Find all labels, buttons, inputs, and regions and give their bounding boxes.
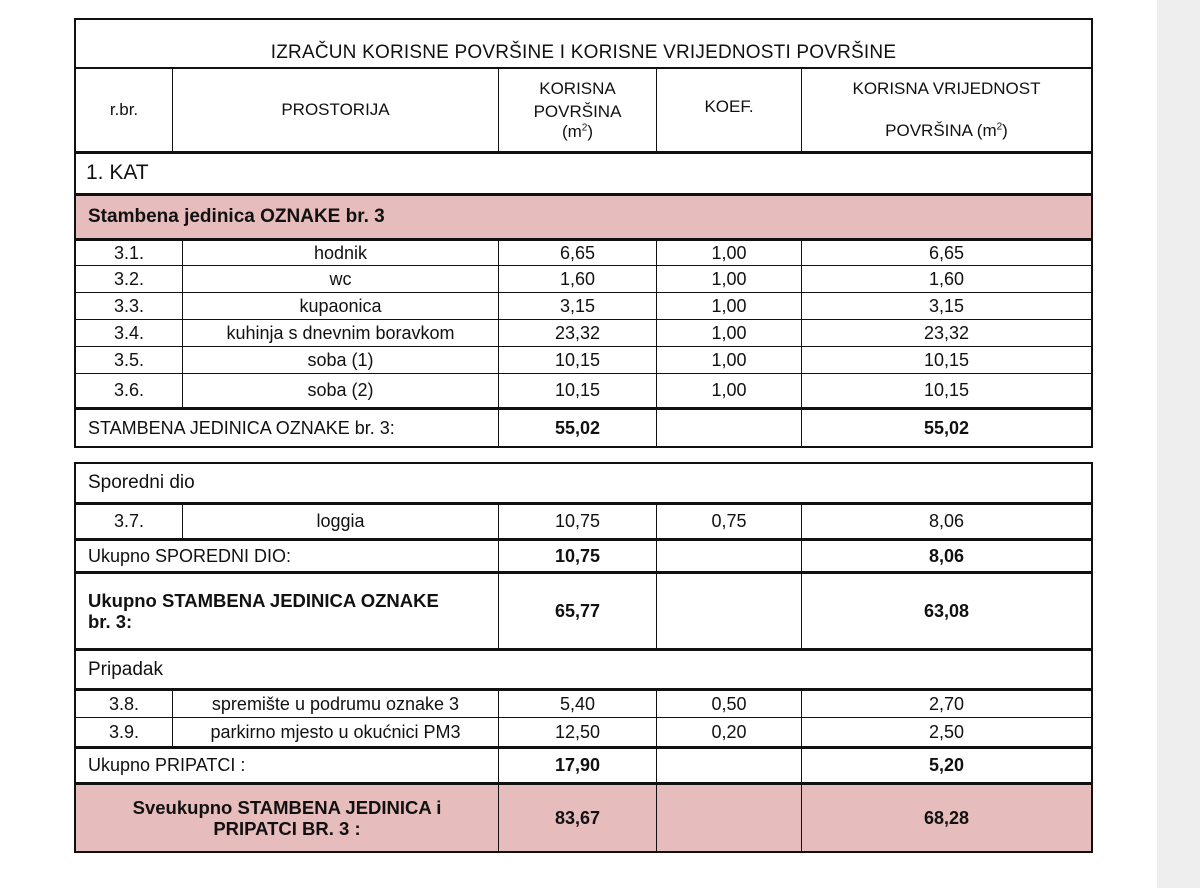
header-rbr: r.br. [109,100,139,120]
cell-area: 12,50 [498,718,656,746]
appurtenance-total-label: Ukupno PRIPATCI : [88,755,246,776]
cell-area: 10,75 [498,505,656,538]
unit-grand-label-line2: br. 3: [88,611,133,632]
side-total-row [76,538,1091,571]
appurtenance-total-area: 17,90 [498,749,656,782]
cell-prostorija: kuhinja s dnevnim boravkom [182,320,498,346]
table-row [76,265,1091,292]
floor-label: 1. KAT [86,161,149,185]
side-total-koef-empty [656,541,801,571]
cell-rbr: 3.1. [113,242,145,263]
cell-koef: 0,75 [656,505,801,538]
cell-value: 23,32 [801,320,1091,346]
overall-label-line1: Sveukupno STAMBENA JEDINICA i [132,796,442,818]
cell-area: 3,15 [498,293,656,319]
side-section-title-row [76,464,1091,502]
side-total-area: 10,75 [498,541,656,571]
cell-rbr: 3.5. [113,349,145,370]
header-korisna-unit: $(m^2)$ [561,121,594,141]
cell-value: 1,60 [801,266,1091,292]
table-row [76,319,1091,346]
cell-value: 3,15 [801,293,1091,319]
header-koef: KOEF. [656,69,801,151]
cell-value: 8,06 [801,505,1091,538]
cell-rbr: 3.9. [108,721,140,742]
overall-total-row [76,782,1091,851]
cell-prostorija: spremište u podrumu oznake 3 [172,691,498,717]
table-row [76,238,1091,265]
unit-grand-label-line1: Ukupno STAMBENA JEDINICA OZNAKE [88,589,439,611]
cell-value: 2,50 [801,718,1091,746]
cell-prostorija: wc [182,266,498,292]
cell-prostorija: soba (2) [182,374,498,407]
table-row [76,292,1091,319]
unit-total-row [76,407,1091,446]
header-vrijednost-line2: POVRŠINA $(m^2)$ [885,121,1008,140]
cell-koef: 1,00 [656,374,801,407]
table-title-row [76,20,1091,67]
table-row [76,717,1091,746]
cell-prostorija: hodnik [182,241,498,265]
cell-rbr: 3.3. [113,295,145,316]
side-total-value: 8,06 [801,541,1091,571]
unit-total-value: 55,02 [801,410,1091,446]
cell-prostorija: kupaonica [182,293,498,319]
table-row [76,346,1091,373]
cell-prostorija: soba (1) [182,347,498,373]
appurtenance-title: Pripadak [88,658,163,680]
cell-koef: 1,00 [656,266,801,292]
header-korisna-vrijednost [801,69,1091,151]
appurtenance-title-row [76,648,1091,688]
cell-koef: 0,20 [656,718,801,746]
cell-area: 1,60 [498,266,656,292]
cell-koef: 1,00 [656,347,801,373]
table-title: IZRAČUN KORISNE POVRŠINE I KORISNE VRIJEDNOSTI POVRŠINE [270,41,897,63]
side-section-title: Sporedni dio [88,472,195,494]
cell-value: 6,65 [801,241,1091,265]
cell-prostorija: parkirno mjesto u okućnici PM3 [172,718,498,746]
cell-koef: 1,00 [656,320,801,346]
column-header-row [76,67,1091,151]
cell-koef: 1,00 [656,293,801,319]
cell-koef: 0,50 [656,691,801,717]
header-prostorija: PROSTORIJA [172,69,498,151]
unit-grand-total-row [76,571,1091,648]
cell-rbr: 3.7. [113,511,145,532]
overall-total-koef-empty [656,785,801,851]
table-row [76,688,1091,717]
floor-row [76,151,1091,193]
cell-area: 5,40 [498,691,656,717]
area-calculation-sheet [74,18,1093,853]
header-korisna-line2: POVRŠINA [533,102,622,122]
appurtenance-total-value: 5,20 [801,749,1091,782]
unit-total-area: 55,02 [498,410,656,446]
cell-prostorija: loggia [182,505,498,538]
unit-title: Stambena jedinica OZNAKE br. 3 [88,206,385,228]
unit-grand-koef-empty [656,574,801,648]
secondary-table [74,462,1093,853]
cell-rbr: 3.4. [113,322,145,343]
side-total-label: Ukupno SPOREDNI DIO: [88,545,292,566]
unit-title-row [76,193,1091,238]
main-table [74,18,1093,448]
cell-area: 10,15 [498,347,656,373]
overall-total-area: 83,67 [498,785,656,851]
appurtenance-total-row [76,746,1091,782]
header-korisna-line1: KORISNA [539,78,616,98]
cell-value: 10,15 [801,347,1091,373]
table-row [76,373,1091,407]
cell-area: 6,65 [498,241,656,265]
cell-rbr: 3.8. [108,693,140,714]
overall-total-label [76,785,498,851]
cell-koef: 1,00 [656,241,801,265]
header-vrijednost-line1: KORISNA VRIJEDNOST [852,79,1041,99]
overall-total-value: 68,28 [801,785,1091,851]
cell-rbr: 3.6. [113,380,145,401]
unit-total-koef-empty [656,410,801,446]
unit-grand-total-value: 63,08 [801,574,1091,648]
cell-area: 10,15 [498,374,656,407]
unit-grand-total-area: 65,77 [498,574,656,648]
unit-grand-total-label [76,574,498,648]
unit-total-label: STAMBENA JEDINICA OZNAKE br. 3: [88,417,395,438]
cell-area: 23,32 [498,320,656,346]
header-korisna-povrsina [498,69,656,151]
cell-value: 2,70 [801,691,1091,717]
overall-label-line2: PRIPATCI BR. 3 : [213,818,361,839]
cell-value: 10,15 [801,374,1091,407]
appurtenance-total-koef-empty [656,749,801,782]
table-row [76,502,1091,538]
page-margin-strip [1157,0,1200,888]
cell-rbr: 3.2. [113,268,145,289]
